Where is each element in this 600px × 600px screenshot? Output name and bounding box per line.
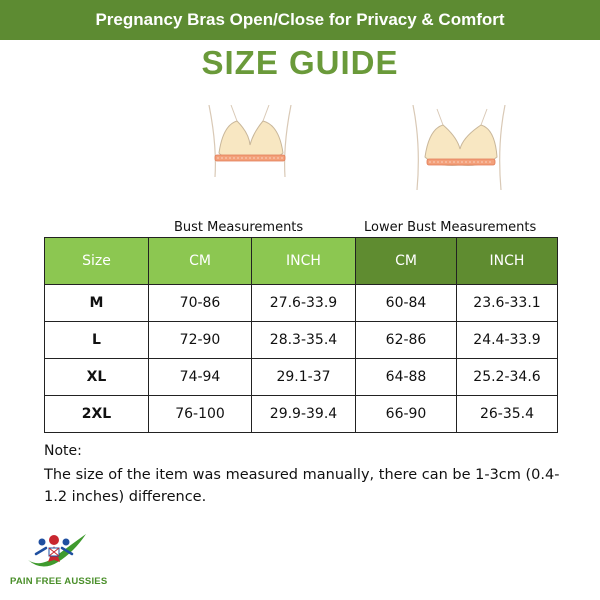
- table-row: [45, 396, 558, 433]
- bust-measurement-illustration: [205, 105, 295, 195]
- note-text: The size of the item was measured manually, there can be 1-3cm (0.4-1.2 inches) difference.: [44, 467, 560, 505]
- lower-bust-cm-cell: 66-90: [356, 396, 457, 433]
- pain-free-aussies-logo-icon: [22, 530, 92, 576]
- page-title: SIZE GUIDE: [201, 44, 399, 81]
- table-row: [45, 285, 558, 322]
- banner-text: Pregnancy Bras Open/Close for Privacy & Comfort: [95, 10, 505, 29]
- top-banner: [0, 0, 600, 40]
- lower-bust-inch-cell: 25.2-34.6: [457, 359, 558, 396]
- bust-cm-cell: 72-90: [149, 322, 252, 359]
- size-cell: M: [45, 285, 149, 322]
- lower-bust-inch-cell: 26-35.4: [457, 396, 558, 433]
- header-lower-bust-inch: INCH: [457, 238, 558, 285]
- lower-bust-measurements-label: Lower Bust Measurements: [364, 220, 537, 235]
- table-row: [45, 322, 558, 359]
- size-table: [44, 237, 558, 433]
- lower-bust-cm-cell: 64-88: [356, 359, 457, 396]
- bust-inch-cell: 27.6-33.9: [252, 285, 356, 322]
- table-header-row: [45, 238, 558, 285]
- bust-cm-cell: 70-86: [149, 285, 252, 322]
- lower-bust-measurement-illustration: [405, 105, 515, 195]
- bust-inch-cell: 28.3-35.4: [252, 322, 356, 359]
- bust-cm-cell: 76-100: [149, 396, 252, 433]
- lower-bust-inch-cell: 23.6-33.1: [457, 285, 558, 322]
- header-lower-bust-cm: CM: [356, 238, 457, 285]
- lower-bust-cm-cell: 62-86: [356, 322, 457, 359]
- lower-bust-inch-cell: 24.4-33.9: [457, 322, 558, 359]
- bust-inch-cell: 29.9-39.4: [252, 396, 356, 433]
- bust-cm-cell: 74-94: [149, 359, 252, 396]
- header-size: Size: [45, 238, 149, 285]
- size-cell: 2XL: [45, 396, 149, 433]
- bust-measurements-label: Bust Measurements: [174, 220, 304, 235]
- size-cell: L: [45, 322, 149, 359]
- bust-inch-cell: 29.1-37: [252, 359, 356, 396]
- size-cell: XL: [45, 359, 149, 396]
- table-row: [45, 359, 558, 396]
- header-bust-cm: CM: [149, 238, 252, 285]
- logo-text: PAIN FREE AUSSIES: [10, 576, 108, 587]
- lower-bust-cm-cell: 60-84: [356, 285, 457, 322]
- header-bust-inch: INCH: [252, 238, 356, 285]
- note-label: Note:: [44, 443, 82, 459]
